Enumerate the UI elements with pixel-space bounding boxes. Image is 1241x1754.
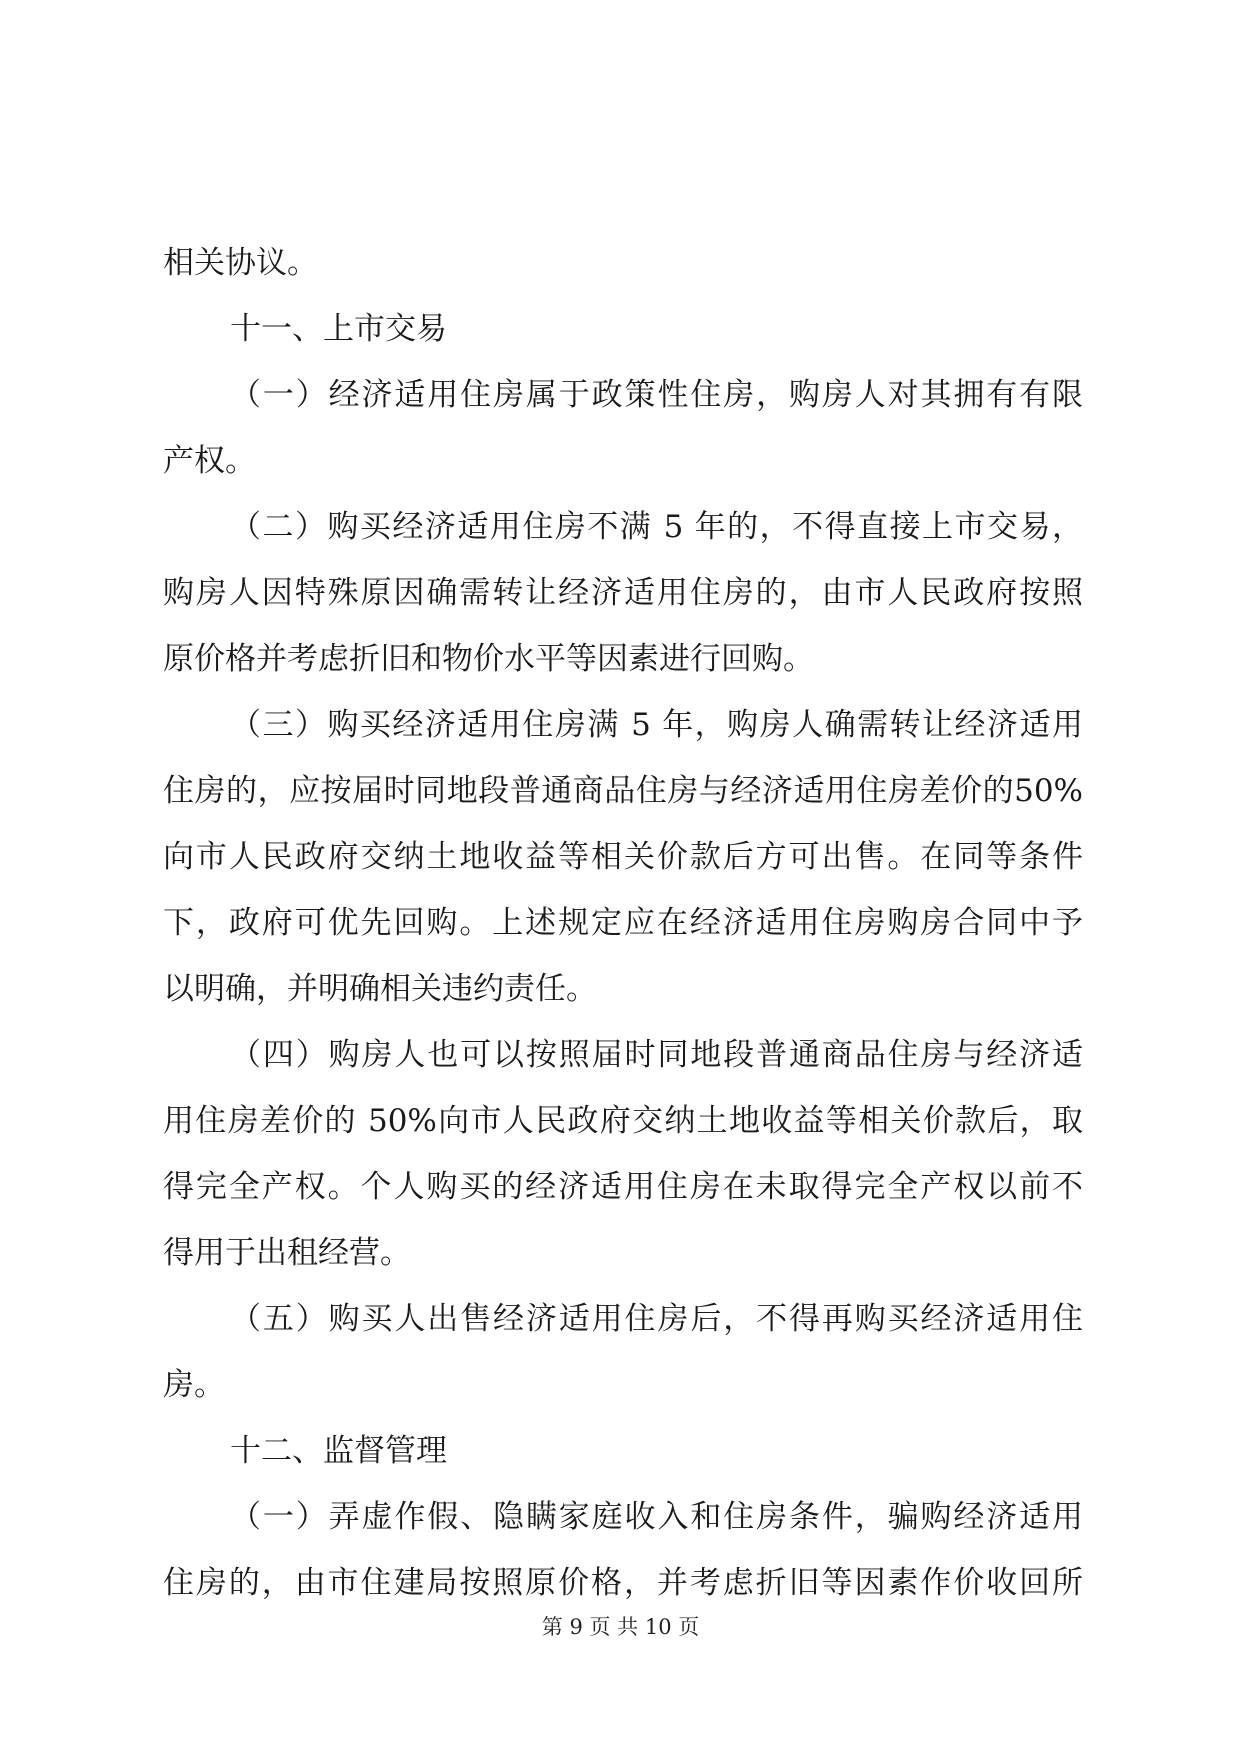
- text-line: （一）弄虚作假、隐瞒家庭收入和住房条件，骗购经济适用: [230, 1499, 1083, 1535]
- text-line: （四）购房人也可以按照届时同地段普通商品住房与经济适: [230, 1037, 1083, 1073]
- text-line: 产权。: [163, 443, 256, 479]
- text-line: 下，政府可优先回购。上述规定应在经济适用住房购房合同中予: [163, 905, 1083, 941]
- text-line: 得完全产权。个人购买的经济适用住房在未取得完全产权以前不: [163, 1169, 1083, 1205]
- text-line: 向市人民政府交纳土地收益等相关价款后方可出售。在同等条件: [163, 839, 1083, 875]
- text-line: 十一、上市交易: [230, 311, 447, 347]
- text-line: 房。: [163, 1367, 225, 1403]
- text-line: 以明确，并明确相关违约责任。: [163, 971, 597, 1007]
- text-line: 住房的，应按届时同地段普通商品住房与经济适用住房差价的50%: [163, 773, 1083, 809]
- text-line: 相关协议。: [163, 245, 318, 281]
- text-line: 用住房差价的 50%向市人民政府交纳土地收益等相关价款后，取: [163, 1103, 1083, 1139]
- text-line: 住房的，由市住建局按照原价格，并考虑折旧等因素作价收回所: [163, 1565, 1083, 1601]
- page-footer: 第 9 页 共 10 页: [541, 1615, 700, 1639]
- text-line: 原价格并考虑折旧和物价水平等因素进行回购。: [163, 641, 814, 677]
- document-body: [163, 230, 1083, 1616]
- text-line: （三）购买经济适用住房满 5 年，购房人确需转让经济适用: [230, 707, 1083, 743]
- text-line: （五）购买人出售经济适用住房后，不得再购买经济适用住: [230, 1301, 1083, 1337]
- text-line: （二）购买经济适用住房不满 5 年的，不得直接上市交易，: [230, 509, 1083, 545]
- text-line: （一）经济适用住房属于政策性住房，购房人对其拥有有限: [230, 377, 1083, 413]
- text-line: 购房人因特殊原因确需转让经济适用住房的，由市人民政府按照: [163, 575, 1083, 611]
- text-line: 得用于出租经营。: [163, 1235, 411, 1271]
- text-line: 十二、监督管理: [230, 1433, 447, 1469]
